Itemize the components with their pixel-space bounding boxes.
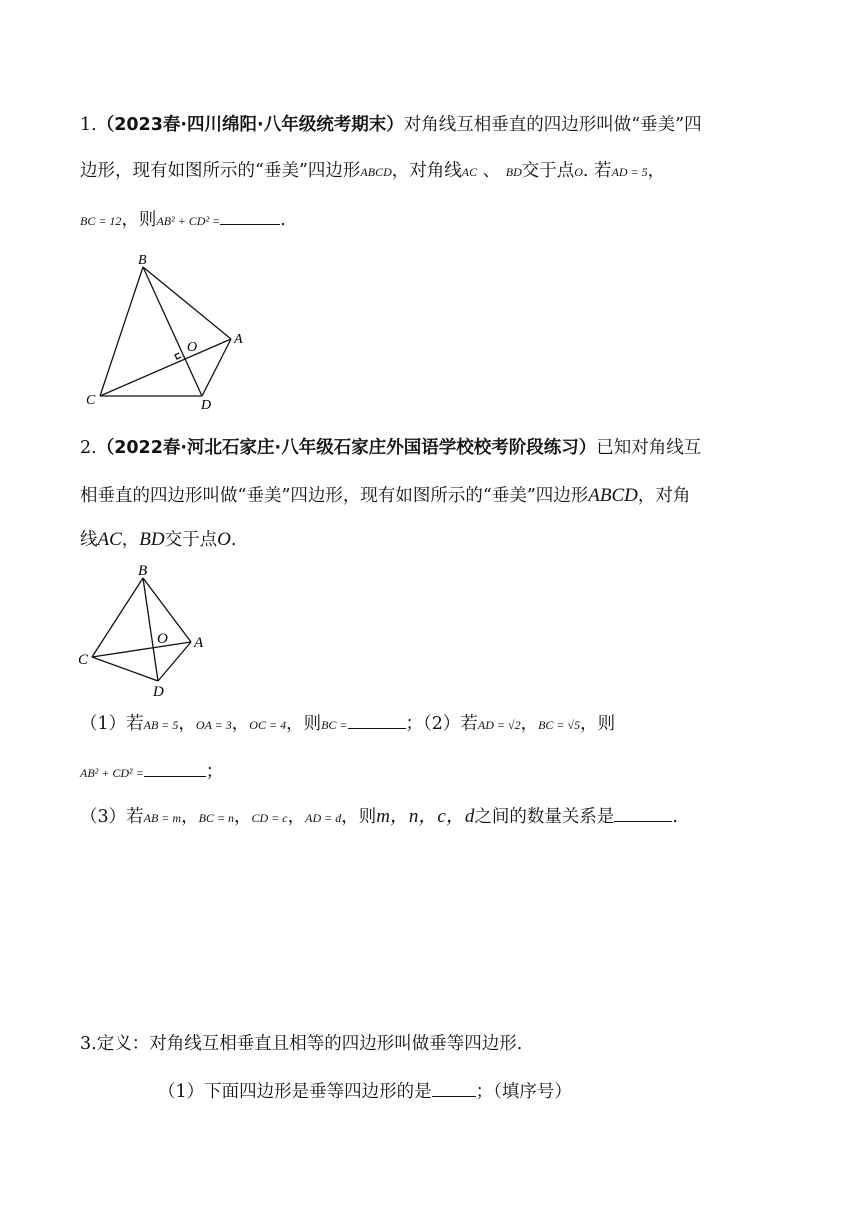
q3-part1-label: （1）下面四边形是垂等四边形的是 <box>158 1082 432 1102</box>
q2-p1-comma2: ， <box>231 714 250 734</box>
q2-text-3a: 线 <box>80 530 98 550</box>
q2-part1-line <box>80 714 615 734</box>
fig2-label-o: O <box>157 631 168 647</box>
q1-text: 对角线互相垂直的四边形叫做“垂美”四 <box>403 115 702 135</box>
fig2-side-cd <box>92 657 158 681</box>
q2-text-2b: ，对角 <box>637 486 691 506</box>
q2-part2-blank[interactable] <box>144 762 206 777</box>
figure-1 <box>80 247 260 417</box>
q2-text: 已知对角线互 <box>596 438 702 458</box>
q1-answer-blank[interactable] <box>220 210 280 225</box>
q1-cond-ad: AD = 5 <box>611 165 648 179</box>
q3-definition: 定义：对角线互相垂直且相等的四边形叫做垂等四边形. <box>96 1034 523 1054</box>
fig1-side-bc <box>100 267 143 396</box>
q2-part3-line <box>80 807 678 827</box>
fig1-label-a: A <box>234 332 243 347</box>
q2-text-2a: 相垂直的四边形叫做“垂美”四边形，现有如图所示的“垂美”四边形 <box>80 486 589 506</box>
q2-comma: ， <box>121 530 140 550</box>
q1-o: O <box>574 165 583 179</box>
figure-2 <box>76 558 216 698</box>
q1-line2 <box>80 163 665 181</box>
q2-cond-oa: OA = 3 <box>195 718 232 732</box>
q3-part1-line <box>158 1082 572 1102</box>
q2-part3-blank[interactable] <box>614 807 672 822</box>
q1-bd: BD <box>505 165 522 179</box>
fig2-side-bc <box>92 578 143 657</box>
q2-p2-semi: ； <box>205 762 224 782</box>
q2-line2 <box>80 486 690 506</box>
q1-sep: 、 <box>482 161 501 181</box>
q2-bd: BD <box>139 529 165 550</box>
q2-p3-comma3: ， <box>287 807 306 827</box>
q3-part1-blank[interactable] <box>432 1082 476 1097</box>
q2-p3-comma1: ， <box>181 807 199 827</box>
fig2-label-c: C <box>78 652 89 668</box>
fig2-label-b: B <box>138 563 148 579</box>
q2-part2-label: （2）若 <box>423 714 478 734</box>
q1-number: 1. <box>80 115 97 135</box>
q3-number: 3. <box>80 1034 97 1054</box>
q2-p1-then: ，则 <box>286 714 322 734</box>
q2-cond-ab: AB = 5 <box>143 718 179 732</box>
fig1-side-ad <box>202 339 231 396</box>
q2-source: （2022春·河北石家庄·八年级石家庄外国语学校校考阶段练习） <box>96 438 597 458</box>
q2-p3-then: ，则 <box>341 807 377 827</box>
q2-part3-label: （3）若 <box>80 807 144 827</box>
q2-p3-tail: 之间的数量关系是 <box>474 807 615 827</box>
q2-cond-bc-sqrt: BC = √5 <box>538 718 581 732</box>
fig1-side-ba <box>143 267 231 339</box>
fig1-label-c: C <box>86 393 96 408</box>
q2-p1-semi: ； <box>405 714 424 734</box>
q2-cond-ad-sqrt: AD = √2 <box>477 718 521 732</box>
fig1-label-d: D <box>201 398 212 413</box>
q1-quad: ABCD <box>360 165 392 179</box>
fig1-right-angle-mark <box>175 353 181 359</box>
q3-line1 <box>80 1036 522 1054</box>
q2-line1 <box>80 440 701 458</box>
q2-quad: ABCD <box>588 485 638 506</box>
q1-line1 <box>80 117 702 135</box>
q1-cond-bc: BC = 12 <box>80 214 122 228</box>
fig1-label-b: B <box>138 253 147 268</box>
fig2-label-d: D <box>153 684 164 698</box>
q1-ac: AC <box>461 165 478 179</box>
fig2-side-ad <box>158 642 191 681</box>
q1-expr: AB² + CD² = <box>156 214 221 228</box>
q1-text-2c: 交于点 <box>521 161 575 181</box>
q2-p3-vars: m，n，c，d <box>376 806 475 827</box>
q1-text-2d: . 若 <box>582 161 612 181</box>
q2-p2-then: ，则 <box>580 714 616 734</box>
q1-comma: ， <box>647 161 666 181</box>
q2-ac: AC <box>97 529 122 550</box>
q1-line3 <box>80 210 286 230</box>
q1-source: （2023春·四川绵阳·八年级统考期末） <box>96 115 404 135</box>
q2-p3-comma2: ， <box>234 807 252 827</box>
q2-part1-blank[interactable] <box>348 714 406 729</box>
q2-p1-bc-eq: BC = <box>321 718 348 732</box>
q2-text-3b: 交于点 <box>164 530 218 550</box>
q1-text-2a: 边形，现有如图所示的“垂美”四边形 <box>80 161 361 181</box>
q2-cond-add: AD = d <box>305 811 342 825</box>
q2-cond-oc: OC = 4 <box>249 718 287 732</box>
q2-cond-bcn: BC = n <box>198 811 235 825</box>
q2-part2-line <box>80 762 223 782</box>
fig2-diagonal-ac <box>92 642 191 657</box>
q2-o: O <box>217 529 231 550</box>
q2-cond-cdc: CD = c <box>251 811 288 825</box>
q3-part1-tail: ；（填序号） <box>475 1082 572 1102</box>
q2-p3-end: . <box>672 807 678 827</box>
q2-p2-expr: AB² + CD² = <box>80 766 144 780</box>
fig2-diagonal-bd <box>143 578 158 681</box>
fig2-label-a: A <box>194 635 204 651</box>
q2-number: 2. <box>80 438 97 458</box>
q2-part1-label: （1）若 <box>80 714 144 734</box>
q1-text-2b: ，对角线 <box>391 161 462 181</box>
fig1-diagonal-bd <box>143 267 202 396</box>
q2-p1-comma1: ， <box>178 714 196 734</box>
q2-p2-comma: ， <box>520 714 539 734</box>
q2-cond-abm: AB = m <box>143 811 182 825</box>
q1-end: . <box>280 210 286 230</box>
q2-text-3c: . <box>230 530 237 550</box>
fig1-diagonal-ac <box>100 339 231 396</box>
fig1-label-o: O <box>187 340 198 355</box>
q2-line3 <box>80 530 236 550</box>
q1-text-3: ，则 <box>121 210 157 230</box>
